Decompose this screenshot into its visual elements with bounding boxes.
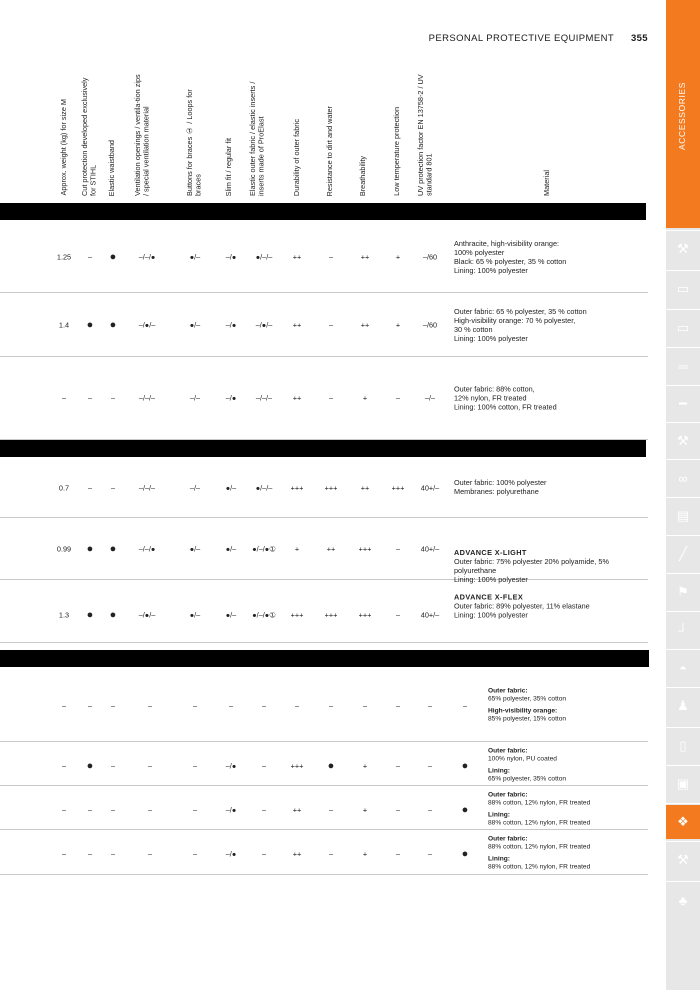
group-bar-3 <box>0 650 649 667</box>
column-header <box>543 72 575 196</box>
material-line: Lining: 100% polyester <box>454 575 528 584</box>
table-cell: – <box>328 393 334 403</box>
material-line: Anthracite, high-visibility orange: <box>454 239 560 248</box>
pole-icon[interactable]: ╱ <box>679 546 687 561</box>
column-header <box>417 72 449 196</box>
table-cell: – <box>87 483 93 493</box>
material-line: Lining: 100% cotton, FR treated <box>454 402 557 412</box>
column-header <box>249 72 281 196</box>
material-value: 88% cotton, 12% nylon, FR treated <box>488 863 591 871</box>
table-cell: – <box>87 805 93 815</box>
column-header-label: Slim fit / regular fit <box>224 137 233 196</box>
material-line: High-visibility orange: 70 % polyester, <box>454 316 576 325</box>
material-label: Lining: <box>488 767 510 775</box>
table-cell: + <box>362 805 368 815</box>
table-cell: ● <box>461 804 469 816</box>
table-cell: + <box>362 761 368 771</box>
material-line: 12% nylon, FR treated <box>454 393 527 403</box>
material-description <box>488 836 648 873</box>
table-cell: – <box>110 805 116 815</box>
table-cell: –/● <box>225 761 237 771</box>
table-cell: ●/– <box>189 252 201 262</box>
sidebar-divider <box>666 230 700 231</box>
column-header-label: Durability of outer fabric <box>292 118 301 196</box>
sidebar-divider <box>666 270 700 271</box>
table-cell: ++ <box>292 393 302 403</box>
sidebar-divider <box>666 687 700 688</box>
table-cell: – <box>427 805 433 815</box>
table-cell: – <box>427 849 433 859</box>
table-cell: ●/– <box>189 544 201 554</box>
table-cell: – <box>192 761 198 771</box>
table-cell: –/–/● <box>138 252 156 262</box>
table-cell: + <box>362 393 368 403</box>
material-value: 88% cotton, 12% nylon, FR treated <box>488 844 591 852</box>
table-cell: – <box>395 849 401 859</box>
table-cell: –/– <box>189 483 201 493</box>
table-cell: – <box>192 849 198 859</box>
table-cell: – <box>261 849 267 859</box>
table-cell: – <box>61 761 67 771</box>
table-cell: ●/– <box>189 610 201 620</box>
table-cell: –/60 <box>422 252 438 262</box>
table-cell: – <box>261 701 267 711</box>
column-header <box>293 72 325 196</box>
material-line: Lining: 100% polyester <box>454 610 528 620</box>
table-cell: – <box>192 701 198 711</box>
table-cell: – <box>395 805 401 815</box>
table-cell: + <box>395 252 401 262</box>
material-label: Outer fabric: <box>488 747 528 755</box>
table-cell: –/● <box>225 393 237 403</box>
material-label: Lining: <box>488 855 510 863</box>
table-cell: + <box>362 849 368 859</box>
column-header-label: Material <box>542 170 551 196</box>
table-cell: – <box>328 252 334 262</box>
phone-icon[interactable]: ▯ <box>679 738 687 753</box>
table-cell: +++ <box>324 610 338 620</box>
material-line: Black: 65 % polyester, 35 % cotton <box>454 257 567 266</box>
table-cell: –/– <box>189 393 201 403</box>
table-cell: 40+/– <box>420 483 440 493</box>
table-cell: ●/– <box>225 610 237 620</box>
table-cell: – <box>87 252 93 262</box>
jacket-icon[interactable]: ❖ <box>666 805 700 839</box>
mask-icon[interactable]: ▭ <box>676 320 690 335</box>
table-cell: ++ <box>360 483 370 493</box>
table-cell: ● <box>86 543 94 555</box>
table-cell: ●/– <box>225 483 237 493</box>
material-value: 100% nylon, PU coated <box>488 756 557 764</box>
material-description <box>454 478 644 496</box>
table-cell: –/–/– <box>138 483 156 493</box>
table-cell: –/● <box>225 849 237 859</box>
table-cell: –/●/– <box>255 320 273 330</box>
sidebar-divider <box>666 459 700 460</box>
table-cell: – <box>362 701 368 711</box>
column-header-label: Breathability <box>358 155 367 196</box>
group-bar-1 <box>0 203 646 220</box>
table-cell: ++ <box>292 320 302 330</box>
figure-icon[interactable]: ♟ <box>677 698 689 713</box>
tools-icon[interactable]: ⚒ <box>677 241 689 256</box>
sidebar <box>666 0 700 990</box>
material-value: 85% polyester, 15% cotton <box>488 715 567 723</box>
table-cell: +++ <box>290 610 304 620</box>
boot-icon[interactable]: ┘ <box>678 622 688 638</box>
table-cell: ● <box>86 609 94 621</box>
table-cell: +++ <box>358 544 372 554</box>
table-cell: –/–/– <box>255 393 273 403</box>
table-cell: – <box>110 393 116 403</box>
table-cell: ●/–/– <box>255 252 273 262</box>
table-cell: ++ <box>360 320 370 330</box>
table-cell: 1.25 <box>56 252 72 262</box>
table-cell: 1.3 <box>58 610 70 620</box>
table-cell: ++ <box>292 252 302 262</box>
table-cell: – <box>110 483 116 493</box>
table-cell: 0.7 <box>58 483 70 493</box>
material-line: polyurethane <box>454 566 497 575</box>
table-cell: – <box>110 761 116 771</box>
column-header-label: Elastic waistband <box>107 139 116 196</box>
material-line: Outer fabric: 75% polyester 20% polyamide, 5% <box>454 557 609 566</box>
column-header-label: Resistance to dirt and water <box>325 105 334 196</box>
table-cell: – <box>328 849 334 859</box>
table-cell: – <box>147 761 153 771</box>
sidebar-divider <box>666 385 700 386</box>
material-description <box>488 792 648 829</box>
chainsaw-icon[interactable]: ━ <box>679 396 687 411</box>
table-cell: ● <box>461 760 469 772</box>
sidebar-divider <box>666 727 700 728</box>
table-cell: +++ <box>358 610 372 620</box>
page-number: 355 <box>630 33 648 44</box>
page-header <box>429 33 648 44</box>
table-cell: + <box>294 544 300 554</box>
sidebar-divider <box>666 649 700 650</box>
table-cell: – <box>61 701 67 711</box>
flag-icon[interactable]: ⚑ <box>677 584 689 599</box>
table-cell: ●/–/●① <box>252 544 276 554</box>
helmet-icon[interactable]: ◓ <box>679 660 687 676</box>
material-line: Membranes: polyurethane <box>454 487 539 496</box>
material-line: 100% polyester <box>454 248 505 257</box>
sidebar-divider <box>666 611 700 612</box>
sidebar-divider <box>666 803 700 804</box>
table-cell: ● <box>109 543 117 555</box>
material-description <box>454 548 644 584</box>
table-cell: – <box>462 701 468 711</box>
table-cell: ● <box>109 251 117 263</box>
material-label: Lining: <box>488 811 510 819</box>
box-icon[interactable]: ▣ <box>676 776 690 791</box>
column-header-label: Approx. weight (kg) for size M <box>59 99 68 196</box>
column-header-label: Buttons for braces ① / Loops for braces <box>185 89 203 196</box>
table-cell: – <box>261 805 267 815</box>
column-header <box>186 72 218 196</box>
table-cell: 40+/– <box>420 544 440 554</box>
table-cell: –/–/– <box>138 393 156 403</box>
sidebar-divider <box>666 422 700 423</box>
axe-icon[interactable]: ⚒ <box>677 852 689 867</box>
axe-icon[interactable]: ⚒ <box>677 433 689 448</box>
material-description <box>454 239 644 275</box>
material-description <box>454 593 644 620</box>
material-description <box>488 688 648 725</box>
table-cell: – <box>395 761 401 771</box>
material-line: Outer fabric: 65 % polyester, 35 % cotton <box>454 307 587 316</box>
table-cell: – <box>395 544 401 554</box>
table-cell: – <box>61 393 67 403</box>
material-line: Outer fabric: 89% polyester, 11% elastane <box>454 601 590 611</box>
sidebar-divider <box>666 535 700 536</box>
tshirt-icon[interactable]: ♣ <box>678 892 688 908</box>
table-cell: ● <box>461 848 469 860</box>
table-cell: – <box>328 805 334 815</box>
table-cell: ●/–/– <box>255 483 273 493</box>
column-header-label: Elastic outer fabric / elastic inserts / inserts made of ProElast <box>248 81 266 196</box>
material-label: Outer fabric: <box>488 791 528 799</box>
material-line: Outer fabric: 100% polyester <box>454 478 547 487</box>
table-cell: – <box>395 610 401 620</box>
table-cell: ● <box>327 760 335 772</box>
table-cell: – <box>328 320 334 330</box>
sidebar-divider <box>666 347 700 348</box>
column-header-label: Cut protection developed exclusively for STIHL <box>80 77 98 196</box>
material-description <box>454 307 644 343</box>
sidebar-divider <box>666 841 700 842</box>
table-cell: – <box>427 761 433 771</box>
table-cell: – <box>87 849 93 859</box>
accessories-tab-label: ACCESSORIES <box>677 81 687 150</box>
table-cell: 0.99 <box>56 544 72 554</box>
table-cell: – <box>110 701 116 711</box>
mask-icon[interactable]: ▭ <box>676 281 690 296</box>
table-cell: +++ <box>391 483 405 493</box>
table-cell: –/● <box>225 252 237 262</box>
material-line: Outer fabric: 88% cotton, <box>454 384 535 394</box>
table-cell: –/●/– <box>138 320 156 330</box>
table-cell: – <box>328 701 334 711</box>
table-cell: – <box>61 849 67 859</box>
table-cell: – <box>192 805 198 815</box>
table-cell: +++ <box>324 483 338 493</box>
table-cell: –/– <box>424 393 436 403</box>
section-title: PERSONAL PROTECTIVE EQUIPMENT <box>428 33 614 44</box>
table-cell: ●/– <box>225 544 237 554</box>
saw-icon[interactable]: ═ <box>678 358 688 374</box>
material-value: 88% cotton, 12% nylon, FR treated <box>488 819 591 827</box>
table-cell: – <box>395 701 401 711</box>
table-cell: – <box>87 701 93 711</box>
table-cell: –/● <box>225 320 237 330</box>
product-title: ADVANCE X-LIGHT <box>454 548 527 557</box>
material-label: High-visibility orange: <box>488 707 558 715</box>
column-header-label: Ventilation openings / ventila-tion zips / special ventilation material <box>133 74 151 196</box>
material-label: Outer fabric: <box>488 687 528 695</box>
table-cell: –/60 <box>422 320 438 330</box>
table-cell: +++ <box>290 483 304 493</box>
group-bar-2 <box>0 440 646 457</box>
sidebar-divider <box>666 309 700 310</box>
accessories-tab[interactable] <box>666 0 700 228</box>
table-cell: – <box>61 805 67 815</box>
table-cell: – <box>87 393 93 403</box>
table-cell: 40+/– <box>420 610 440 620</box>
table-cell: –/–/● <box>138 544 156 554</box>
material-value: 88% cotton, 12% nylon, FR treated <box>488 800 591 808</box>
column-header <box>326 72 358 196</box>
table-cell: –/●/– <box>138 610 156 620</box>
sidebar-divider <box>666 881 700 882</box>
sidebar-divider <box>666 573 700 574</box>
table-cell: +++ <box>290 761 304 771</box>
table-cell: 1.4 <box>58 320 70 330</box>
material-label: Outer fabric: <box>488 835 528 843</box>
column-header <box>359 72 391 196</box>
material-line: 30 % cotton <box>454 325 493 334</box>
table-cell: – <box>261 761 267 771</box>
column-header <box>134 72 166 196</box>
table-cell: ● <box>109 319 117 331</box>
sidebar-divider <box>666 765 700 766</box>
table-cell: – <box>110 849 116 859</box>
material-description <box>454 385 644 412</box>
rope-icon[interactable]: ∞ <box>678 470 688 486</box>
table-cell: ●/– <box>189 320 201 330</box>
table-cell: – <box>147 805 153 815</box>
table-cell: ● <box>86 760 94 772</box>
table-cell: ++ <box>292 849 302 859</box>
table-cell: ++ <box>326 544 336 554</box>
bag-icon[interactable]: ▤ <box>676 508 690 523</box>
table-cell: + <box>395 320 401 330</box>
sidebar-divider <box>666 497 700 498</box>
material-value: 65% polyester, 35% cotton <box>488 775 567 783</box>
table-cell: – <box>147 849 153 859</box>
table-cell: – <box>147 701 153 711</box>
column-header-label: UV protection factor EN 13758-2 / UV standard 801 <box>416 74 434 196</box>
table-cell: ++ <box>292 805 302 815</box>
table-cell: ●/–/●① <box>252 610 276 620</box>
material-value: 65% polyester, 35% cotton <box>488 696 567 704</box>
product-title: ADVANCE X-FLEX <box>454 592 524 602</box>
column-header-label: Low temperature protection <box>392 107 401 196</box>
table-cell: –/● <box>225 805 237 815</box>
table-cell: – <box>395 393 401 403</box>
material-line: Lining: 100% polyester <box>454 334 528 343</box>
table-cell: – <box>228 701 234 711</box>
table-cell: – <box>294 701 300 711</box>
material-line: Lining: 100% polyester <box>454 266 528 275</box>
table-cell: ● <box>86 319 94 331</box>
table-cell: ● <box>109 609 117 621</box>
material-description <box>488 748 648 785</box>
table-cell: – <box>427 701 433 711</box>
table-cell: ++ <box>360 252 370 262</box>
